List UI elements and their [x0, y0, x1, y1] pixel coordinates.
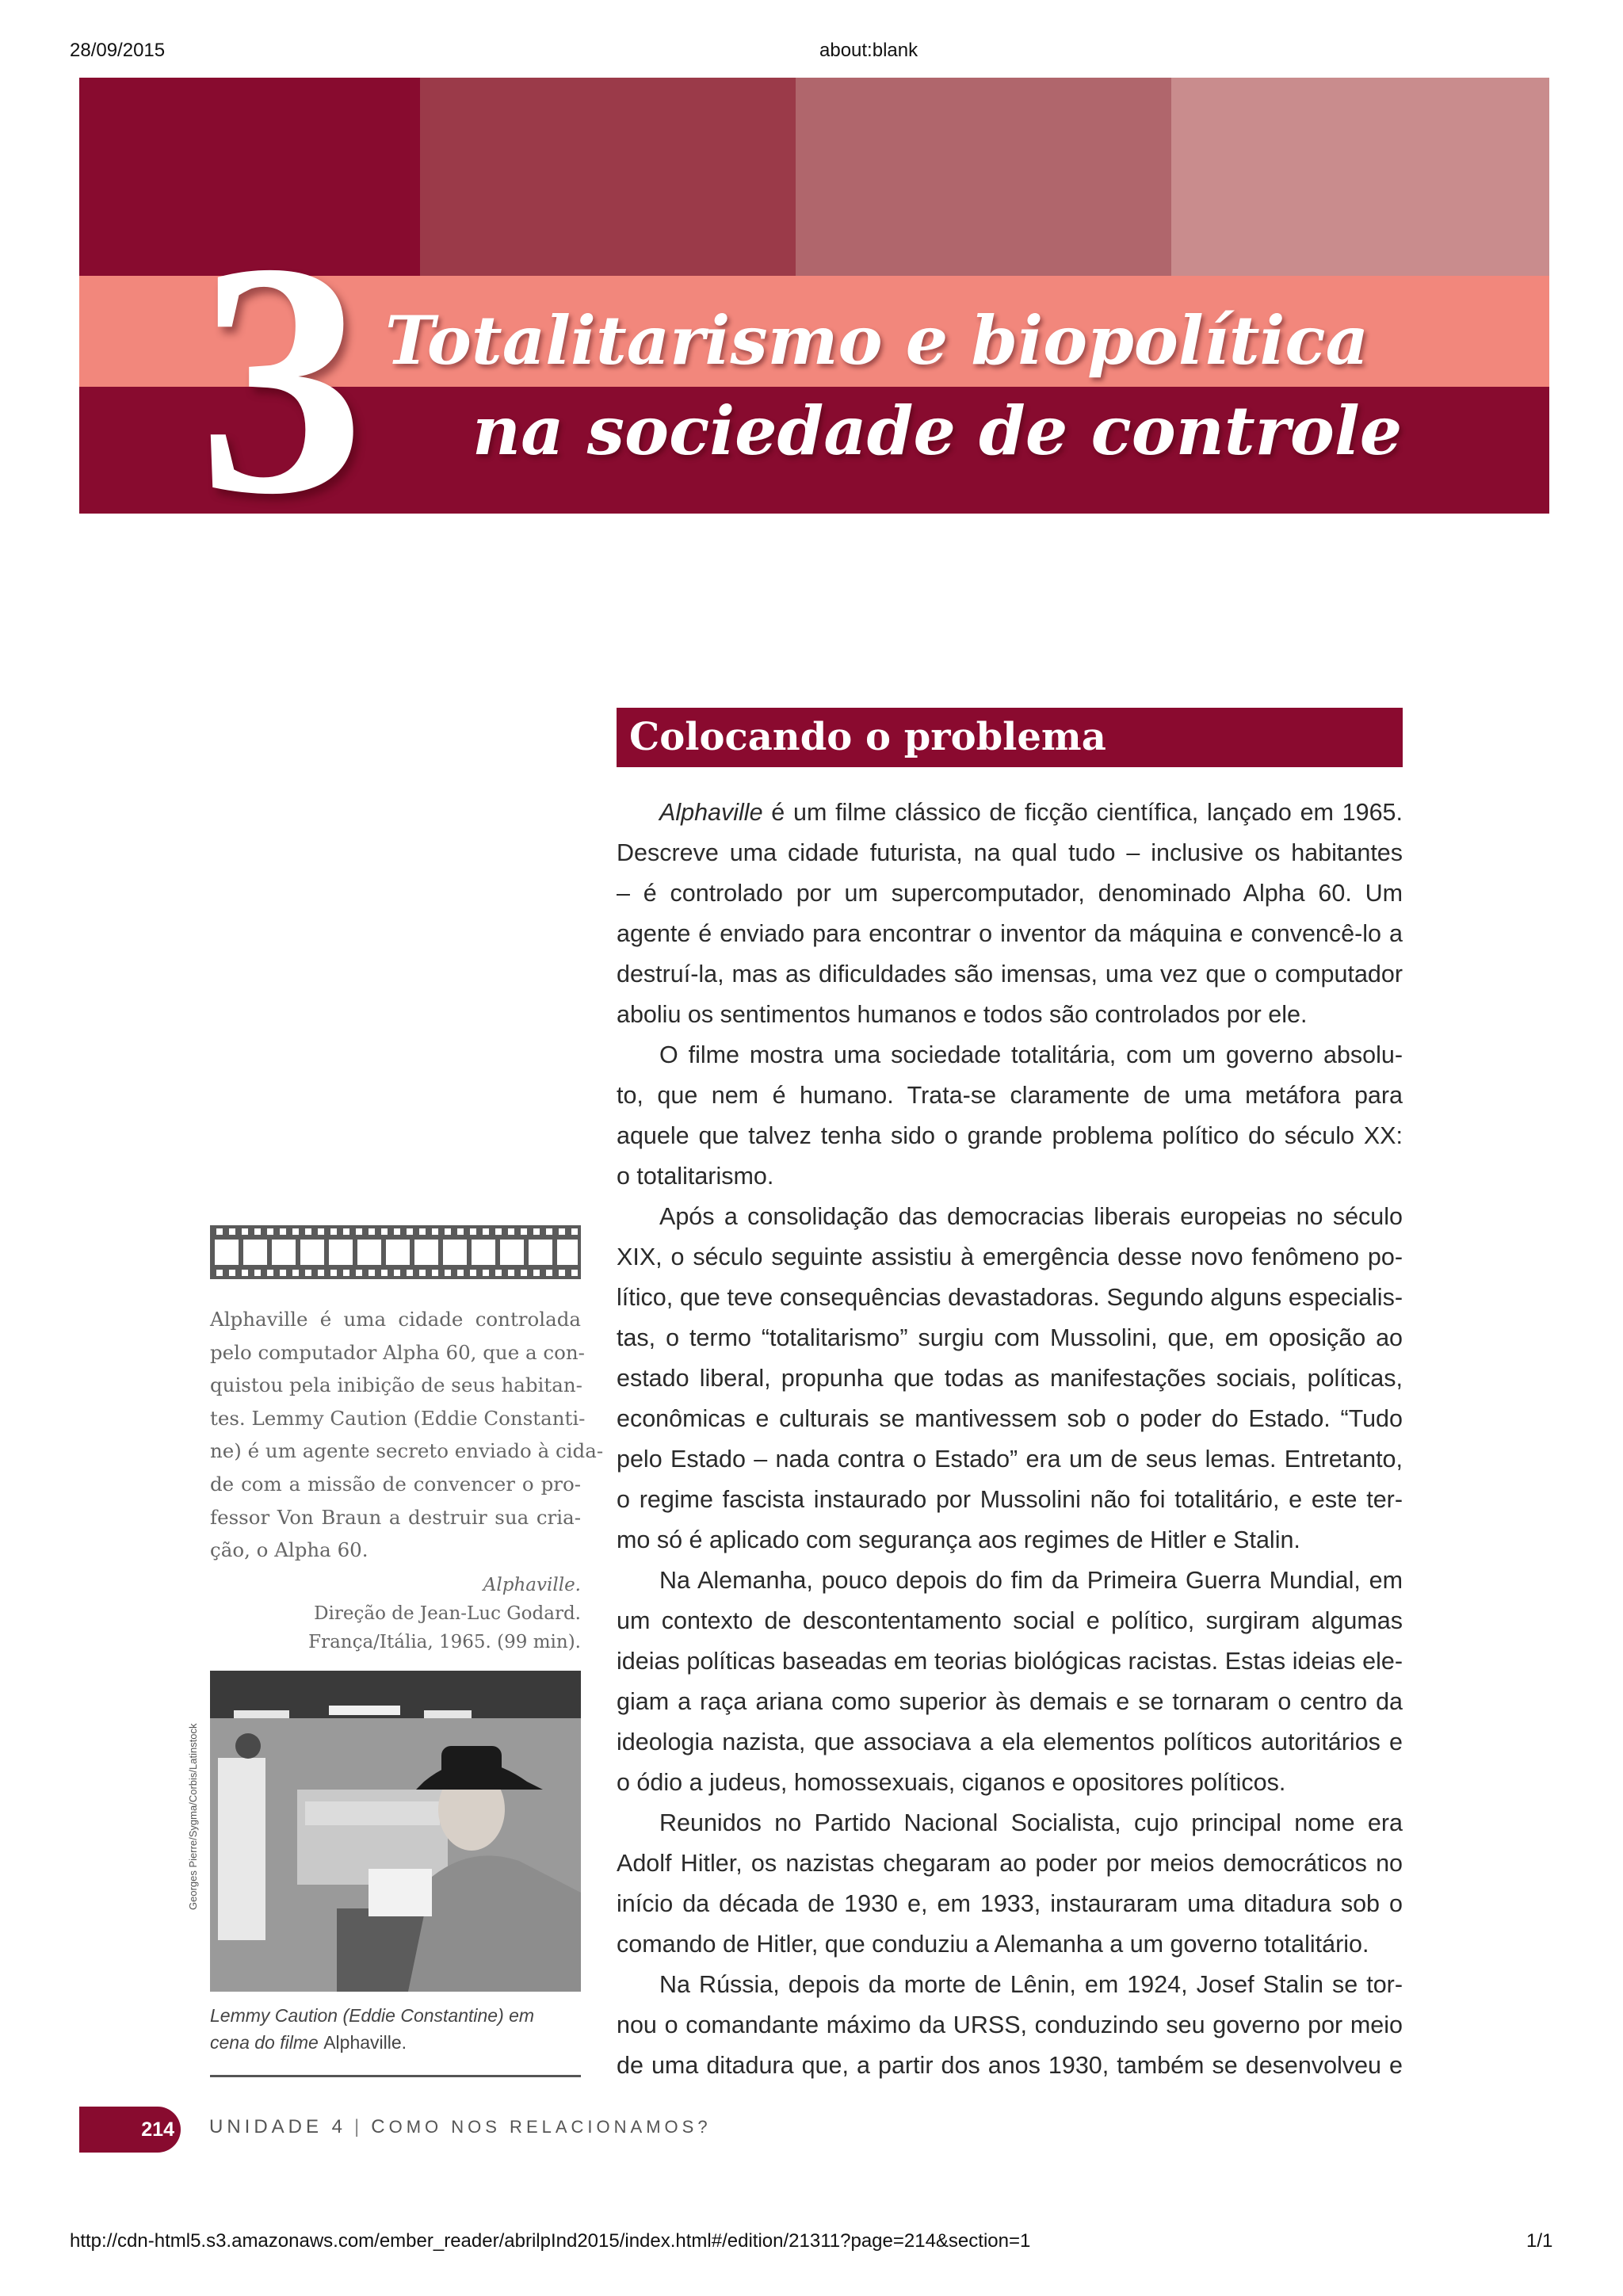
body-line: – é controlado por um supercomputador, denominado Alpha 60. Um [617, 880, 1403, 907]
section-heading: Colocando o problema [617, 708, 1403, 767]
caption-line: quistou pela inibição de seus habitan- [210, 1373, 582, 1397]
chapter-banner [79, 78, 1549, 514]
body-line: o totalitarismo. [617, 1163, 774, 1190]
body-line: mo só é aplicado com segurança aos regimes de Hitler e Stalin. [617, 1526, 1300, 1553]
banner-band-4 [1171, 78, 1549, 276]
body-line: XIX, o século seguinte assistiu à emergência desse novo fenômeno po- [617, 1244, 1403, 1270]
body-line: econômicas e culturais se mantivessem sob o poder do Estado. “Tudo [617, 1405, 1403, 1432]
photo-credit: Georges Pierre/Sygma/Corbis/Latinstock [187, 1723, 199, 1910]
sidebar-divider [210, 2075, 581, 2077]
body-line: Adolf Hitler, os nazistas chegaram ao poder por meios democráticos no [617, 1850, 1403, 1877]
body-line: início da década de 1930 e, em 1933, instauraram uma ditadura sob o [617, 1890, 1403, 1917]
caption-line: de com a missão de convencer o pro- [210, 1472, 581, 1496]
photo-caption [210, 2002, 581, 2056]
body-line: Reunidos no Partido Nacional Socialista, cujo principal nome era [659, 1809, 1403, 1836]
sidebar-caption [210, 1303, 604, 1567]
unit-name: UNIDADE 4 [209, 2116, 347, 2137]
body-line: destruí-la, mas as dificuldades são imensas, uma vez que o computador [617, 961, 1403, 988]
print-date: 28/09/2015 [70, 40, 166, 61]
body-line: o regime fascista instaurado por Mussolini não foi totalitário, e este ter- [617, 1486, 1403, 1513]
photo-caption-film-title: Alphaville. [323, 2032, 407, 2053]
unit-label [209, 2116, 712, 2138]
body-line: tas, o termo “totalitarismo” surgiu com Mussolini, que, em oposição ao [617, 1324, 1403, 1351]
print-page-count: 1/1 [1526, 2230, 1553, 2252]
caption-line: Alphaville é uma cidade controlada [210, 1308, 581, 1331]
body-line: aquele que talvez tenha sido o grande problema político do século XX: [617, 1122, 1403, 1149]
film-credit-title: Alphaville. [483, 1575, 581, 1595]
unit-title-rest: OMO NOS RELACIONAMOS? [388, 2117, 712, 2137]
banner-band-2 [420, 78, 796, 276]
film-credit-director: Direção de Jean-Luc Godard. [314, 1603, 581, 1624]
body-line: pelo Estado – nada contra o Estado” era um de seus lemas. Entretanto, [617, 1446, 1403, 1473]
caption-line: pelo computador Alpha 60, que a con- [210, 1340, 585, 1364]
body-line: lítico, que teve consequências devastadoras. Segundo alguns especialis- [617, 1284, 1403, 1311]
caption-line: fessor Von Braun a destruir sua cria- [210, 1505, 581, 1529]
body-line-text: é um filme clássico de ficção científica, lançado em 1965. [762, 799, 1403, 826]
body-line: Na Rússia, depois da morte de Lênin, em 1924, Josef Stalin se tor- [659, 1971, 1403, 1998]
body-line: aboliu os sentimentos humanos e todos são controlados por ele. [617, 1001, 1308, 1028]
chapter-title-line-1: Totalitarismo e biopolítica [385, 301, 1369, 380]
print-title: about:blank [819, 40, 918, 61]
body-line: um contexto de descontentamento social e político, surgiram algumas [617, 1607, 1403, 1634]
film-still-photo [210, 1671, 581, 1992]
film-still-illustration [210, 1671, 581, 1992]
caption-line: tes. Lemmy Caution (Eddie Constanti- [210, 1406, 586, 1430]
print-url: http://cdn-html5.s3.amazonaws.com/ember_reader/abrilpInd2015/index.html#/edition/21311?page=214&section=1 [70, 2230, 1031, 2252]
body-line: giam a raça ariana como superior às demais e se tornaram o centro da [617, 1688, 1403, 1715]
body-text [617, 793, 1403, 2086]
film-title-italic: Alphaville [659, 799, 763, 826]
body-line: nou o comandante máximo da URSS, conduzindo seu governo por meio [617, 2011, 1403, 2038]
body-line: Descreve uma cidade futurista, na qual tudo – inclusive os habitantes [617, 839, 1403, 866]
body-line: o ódio a judeus, homossexuais, ciganos e opositores políticos. [617, 1769, 1286, 1796]
caption-line: ção, o Alpha 60. [210, 1538, 369, 1562]
body-line: Na Alemanha, pouco depois do fim da Primeira Guerra Mundial, em [659, 1567, 1403, 1594]
body-line: estado liberal, propunha que todas as manifestações sociais, políticas, [617, 1365, 1403, 1392]
banner-band-3 [796, 78, 1171, 276]
film-credit [210, 1571, 581, 1656]
chapter-title-line-2: na sociedade de controle [472, 392, 1403, 470]
body-line: O filme mostra uma sociedade totalitária, com um governo absolu- [659, 1041, 1403, 1068]
body-line: comando de Hitler, que conduziu a Alemanha a um governo totalitário. [617, 1931, 1369, 1958]
film-credit-info: França/Itália, 1965. (99 min). [308, 1632, 581, 1652]
unit-title-initial: C [371, 2116, 389, 2137]
body-line: to, que nem é humano. Trata-se claramente de uma metáfora para [617, 1082, 1403, 1109]
unit-separator: | [354, 2116, 364, 2137]
body-line: agente é enviado para encontrar o inventor da máquina e convencê-lo a [617, 920, 1403, 947]
body-line [617, 793, 1403, 833]
body-line: ideologia nazista, que associava a ela elementos políticos autoritários e [617, 1729, 1403, 1755]
caption-line: ne) é um agente secreto enviado à cida- [210, 1439, 604, 1463]
body-line: de uma ditadura que, a partir dos anos 1930, também se desenvolveu e [617, 2052, 1403, 2079]
photo-caption-prefix: cena do filme [210, 2032, 324, 2053]
body-line: Após a consolidação das democracias liberais europeias no século [659, 1203, 1403, 1230]
body-line: ideias políticas baseadas em teorias biológicas racistas. Estas ideias ele- [617, 1648, 1403, 1675]
photo-caption-line-2 [210, 2029, 581, 2056]
photo-caption-line-1: Lemmy Caution (Eddie Constantine) em [210, 2005, 535, 2026]
page-number: 214 [141, 2118, 174, 2141]
chapter-number: 3 [198, 194, 365, 514]
print-header [0, 40, 1623, 67]
film-strip-icon [210, 1225, 581, 1279]
